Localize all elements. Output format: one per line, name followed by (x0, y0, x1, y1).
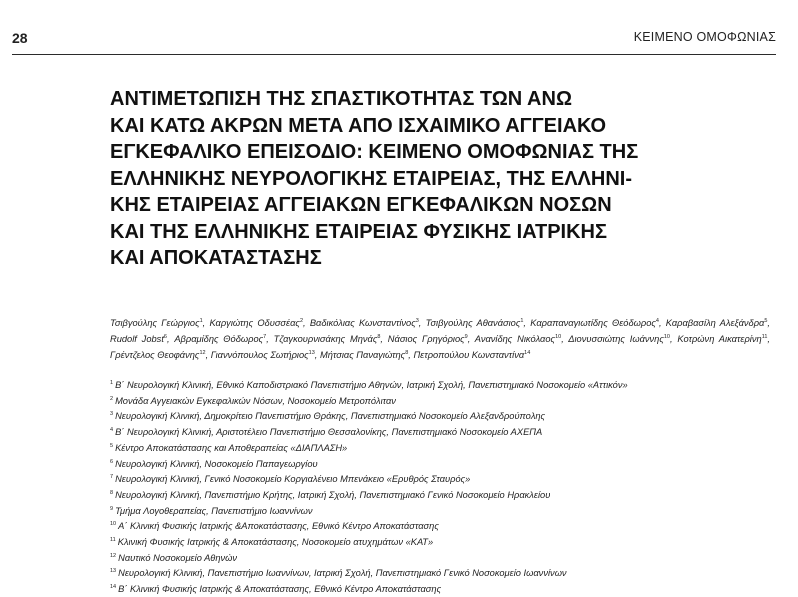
author-affiliation-ref: 12 (199, 350, 206, 356)
author (110, 334, 167, 344)
author-affiliation-ref: 14 (524, 350, 531, 356)
author-name: Καραβασίλη Αλεξάνδρα (665, 318, 765, 328)
page-number: 28 (12, 30, 28, 46)
author-name: Rudolf Jobst (110, 334, 164, 344)
affiliation-number: 9 (110, 505, 114, 512)
page-header (12, 30, 776, 50)
affiliation-number: 10 (110, 521, 117, 528)
affiliation-item (110, 440, 770, 456)
affiliation-item (110, 408, 770, 424)
affiliation-number: 7 (110, 474, 114, 481)
affiliation-text: Νευρολογική Κλινική, Νοσοκομείο Παπαγεωργίου (115, 458, 318, 469)
author-affiliation-ref: 8 (377, 334, 381, 340)
author (174, 334, 266, 344)
affiliation-item (110, 534, 770, 550)
title-line: ΕΓΚΕΦΑΛΙΚΟ ΕΠΕΙΣΟΔΙΟ: ΚΕΙΜΕΝΟ ΟΜΟΦΩΝΙΑΣ ΤΗΣ (110, 141, 639, 163)
author-affiliation-ref: 8 (405, 350, 409, 356)
author-name: Τσιβγούλης Αθανάσιος (425, 318, 521, 328)
affiliation-item (110, 503, 770, 519)
affiliation-number: 2 (110, 395, 114, 402)
author (413, 350, 530, 360)
title-line: ΚΑΙ ΚΑΤΩ ΑΚΡΩΝ ΜΕΤΑ ΑΠΟ ΙΣΧΑΙΜΙΚΟ ΑΓΓΕΙΑΚΟ (110, 114, 607, 137)
title-line: ΑΝΤΙΜΕΤΩΠΙΣΗ ΤΗΣ ΣΠΑΣΤΙΚΟΤΗΤΑΣ ΤΩΝ ΑΝΩ (110, 88, 572, 110)
author (310, 318, 419, 328)
affiliation-item (110, 550, 770, 566)
author (426, 318, 524, 328)
affiliation-item (110, 471, 770, 487)
affiliation-text: Α΄ Κλινική Φυσικής Ιατρικής &Αποκατάστασης, Εθνικό Κέντρο Αποκατάστασης (118, 521, 439, 532)
author-name: Νάσιος Γρηγόριος (387, 334, 465, 344)
author-name: Κοτρώνη Αικατερίνη (677, 334, 762, 344)
affiliation-text: Μονάδα Αγγειακών Εγκεφαλικών Νόσων, Νοσοκομείο Μετροπόλιταν (115, 395, 396, 406)
affiliation-list (110, 377, 770, 597)
affiliation-text: Κλινική Φυσικής Ιατρικής & Αποκατάστασης, Νοσοκομείο ατυχημάτων «ΚΑΤ» (117, 537, 434, 548)
affiliation-item (110, 377, 770, 393)
author-name: Μήτσιας Παναγιώτης (319, 350, 406, 360)
affiliation-text: Ναυτικό Νοσοκομείο Αθηνών (118, 552, 238, 563)
affiliation-text: Τμήμα Λογοθεραπείας, Πανεπιστήμιο Ιωαννίνων (115, 505, 313, 516)
title-line: ΚΗΣ ΕΤΑΙΡΕΙΑΣ ΑΓΓΕΙΑΚΩΝ ΕΓΚΕΦΑΛΙΚΩΝ ΝΟΣΩΝ (110, 194, 612, 216)
title-line: ΕΛΛΗΝΙΚΗΣ ΝΕΥΡΟΛΟΓΙΚΗΣ ΕΤΑΙΡΕΙΑΣ, ΤΗΣ ΕΛΛΗΝΙ- (110, 167, 632, 190)
affiliation-item (110, 393, 770, 409)
author-name: Γιαννόπουλος Σωτήριος (210, 350, 309, 360)
author-affiliation-ref: 2 (299, 318, 304, 324)
affiliation-number: 3 (110, 411, 114, 418)
author-list: Τσιβγούλης Γεώργιος$^1$, Καργιώτης Οδυσσέας$^2$, Βαδικόλιας Κωνσταντίνος$^3$, Τσιβγούλης Αθανάσιος$^1$, Καραπαναγιωτίδης Θεόδωρος$^4$, Καραβασίλη Αλεξάνδρα$^5$, Rudolf Jobst$^6$, Αβραμίδης Θόδωρος$^7$, Τζαγκουρνισάκης Μηνάς$^8$, Νάσιος Γρηγόριος$^9$, Ανανίδης Νικόλαος$^{10}$, Διονυσσιώτης Ιωάννης$^{10}$, Κοτρώνη Αικατερίνη$^{11}$, Γρέντζελος Θεοφάνης$^{12}$, Γιαννόπουλος Σωτήριος$^{13}$, Μήτσιας Παναγιώτης$^8$, Πετροπούλου Κωνσταντίνα$^{14}$ (110, 318, 770, 360)
author (211, 350, 315, 360)
article-title (110, 86, 775, 272)
author (666, 318, 768, 328)
author (568, 334, 670, 344)
affiliation-item (110, 581, 770, 597)
author-name: Διονυσσιώτης Ιωάννης (568, 334, 664, 344)
affiliation-item (110, 424, 770, 440)
author (209, 318, 303, 328)
affiliation-text: Νευρολογική Κλινική, Πανεπιστήμιο Κρήτης, Ιατρική Σχολή, Πανεπιστημιακό Γενικό Νοσοκομείο Ηρακλείου (115, 489, 551, 500)
affiliation-number: 4 (110, 427, 114, 434)
author-affiliation-ref: 1 (199, 318, 203, 324)
author-affiliation-ref: 5 (764, 318, 768, 324)
author-name: Τζαγκουρνισάκης Μηνάς (273, 334, 378, 344)
affiliation-number: 13 (110, 568, 117, 575)
affiliation-text: Β΄ Νευρολογική Κλινική, Εθνικό Καποδιστριακό Πανεπιστήμιο Αθηνών, Ιατρική Σχολή, Πανεπιστημιακό Νοσοκομείο «Αττικόν» (115, 380, 628, 390)
author-name: Βαδικόλιας Κωνσταντίνος (309, 318, 416, 328)
author (388, 334, 468, 344)
affiliation-text: Νευρολογική Κλινική, Δημοκρίτειο Πανεπιστήμιο Θράκης, Πανεπιστημιακό Νοσοκομείο Αλεξανδρούπολης (115, 411, 546, 422)
author-affiliation-ref: 6 (163, 334, 167, 340)
affiliation-text: Β΄ Νευρολογική Κλινική, Αριστοτέλειο Πανεπιστήμιο Θεσσαλονίκης, Πανεπιστημιακό Νοσοκομείο ΑΧΕΠΑ (115, 427, 543, 438)
affiliation-text: Νευρολογική Κλινική, Πανεπιστήμιο Ιωαννίνων, Ιατρική Σχολή, Πανεπιστημιακό Γενικό Νοσοκομείο Ιωαννίνων (118, 568, 567, 579)
author-affiliation-ref: 9 (464, 334, 468, 340)
affiliation-number: 6 (110, 458, 114, 465)
author (530, 318, 659, 328)
author-name: Αβραμίδης Θόδωρος (174, 334, 264, 344)
author (110, 350, 206, 360)
author-affiliation-ref: 11 (761, 334, 768, 340)
running-head: ΚΕΙΜΕΝΟ ΟΜΟΦΩΝΙΑΣ (633, 30, 776, 44)
affiliation-number: 12 (110, 552, 117, 559)
author (677, 334, 767, 344)
author-affiliation-ref: 7 (263, 334, 267, 340)
author-name: Ανανίδης Νικόλαος (474, 334, 556, 344)
author-affiliation-ref: 10 (555, 334, 562, 340)
title-line: ΚΑΙ ΑΠΟΚΑΤΑΣΤΑΣΗΣ (110, 247, 322, 269)
affiliation-item (110, 487, 770, 503)
affiliation-number: 8 (110, 489, 114, 496)
author-name: Τσιβγούλης Γεώργιος (110, 318, 200, 328)
author-name: Πετροπούλου Κωνσταντίνα (413, 350, 525, 360)
author (274, 334, 381, 344)
author-affiliation-ref: 10 (663, 334, 670, 340)
affiliation-number: 5 (110, 442, 114, 449)
affiliation-number: 14 (110, 584, 117, 591)
author-affiliation-ref: 4 (655, 318, 659, 324)
affiliation-number: 1 (110, 380, 114, 386)
author-name: Καργιώτης Οδυσσέας (209, 318, 300, 328)
author-name: Γρέντζελος Θεοφάνης (110, 350, 200, 360)
affiliation-text: Νευρολογική Κλινική, Γενικό Νοσοκομείο Κοργιαλένειο Μπενάκειο «Ερυθρός Σταυρός» (115, 474, 471, 485)
affiliation-text: Κέντρο Αποκατάστασης και Αποθεραπείας «ΔΙΑΠΛΑΣΗ» (115, 442, 348, 453)
author-affiliation-ref: 1 (520, 318, 524, 324)
affiliation-item (110, 456, 770, 472)
affiliation-number: 11 (110, 537, 116, 544)
affiliation-item (110, 565, 770, 581)
author (320, 350, 408, 360)
author-name: Καραπαναγιωτίδης Θεόδωρος (530, 318, 656, 328)
header-rule (12, 54, 776, 55)
author (110, 318, 203, 328)
author (475, 334, 561, 344)
affiliation-item (110, 518, 770, 534)
author-affiliation-ref: 13 (308, 350, 315, 356)
author-affiliation-ref: 3 (415, 318, 419, 324)
title-line: ΚΑΙ ΤΗΣ ΕΛΛΗΝΙΚΗΣ ΕΤΑΙΡΕΙΑΣ ΦΥΣΙΚΗΣ ΙΑΤΡΙΚΗΣ (110, 220, 607, 243)
affiliation-text: Β΄ Κλινική Φυσικής Ιατρικής & Αποκατάστασης, Εθνικό Κέντρο Αποκατάστασης (118, 584, 442, 595)
